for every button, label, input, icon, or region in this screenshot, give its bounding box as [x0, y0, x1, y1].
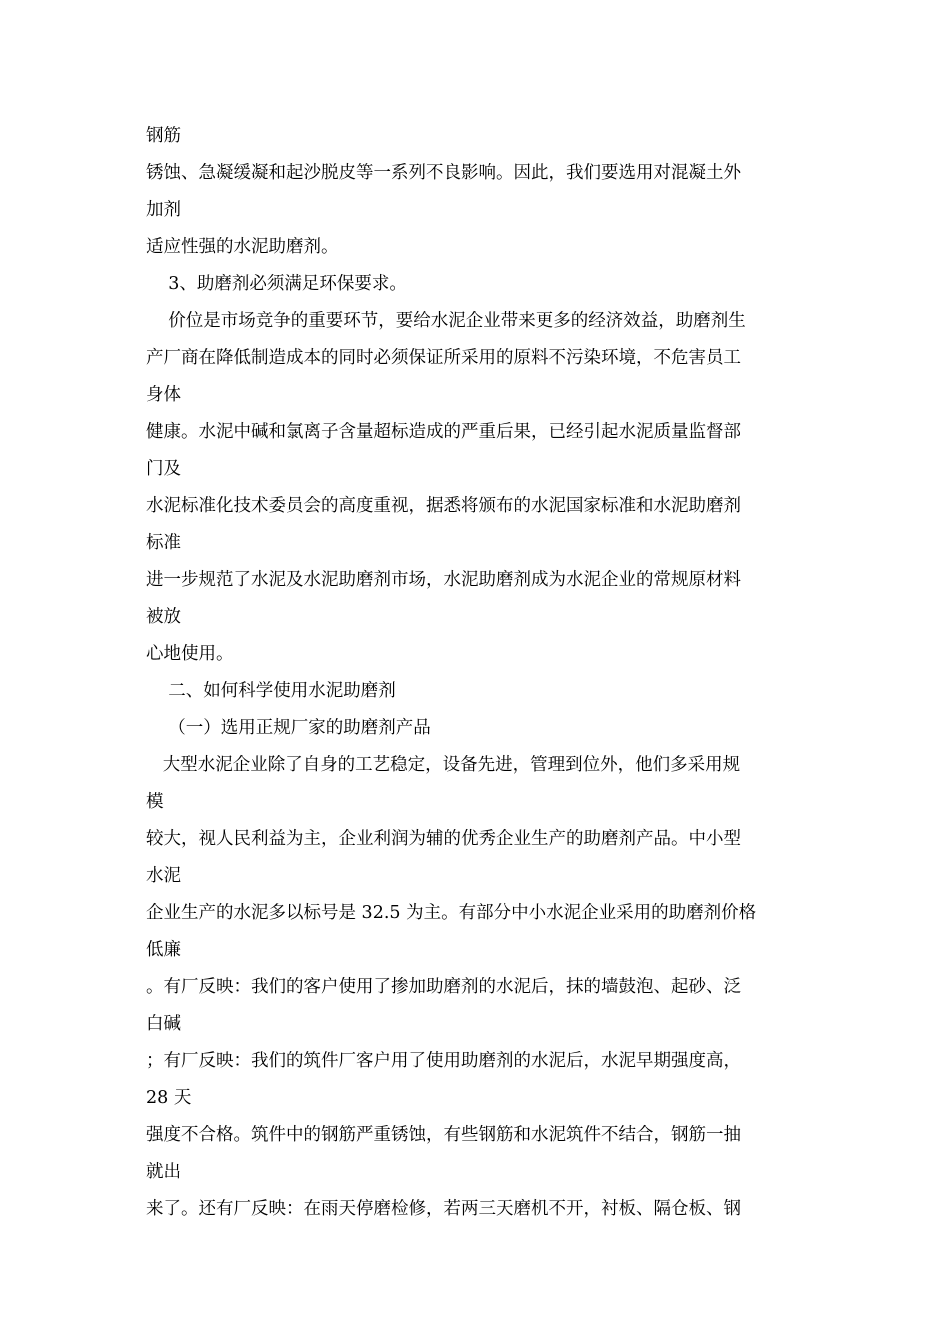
text-line: 水泥: [146, 866, 181, 886]
subsection-heading-line: （一）选用正规厂家的助磨剂产品: [146, 718, 431, 738]
text-line: 强度不合格。筑件中的钢筋严重锈蚀，有些钢筋和水泥筑件不结合，钢筋一抽: [146, 1125, 741, 1145]
text-line: 较大，视人民利益为主，企业利润为辅的优秀企业生产的助磨剂产品。中小型: [146, 829, 741, 849]
text-line: 标准: [146, 533, 181, 553]
text-line: 身体: [146, 385, 181, 405]
text-line: 钢筋: [146, 126, 181, 146]
text-line: 就出: [146, 1162, 181, 1182]
text-line: 模: [146, 792, 164, 812]
text-line: 来了。还有厂反映：在雨天停磨检修，若两三天磨机不开，衬板、隔仓板、钢: [146, 1199, 741, 1219]
text-line: 被放: [146, 607, 181, 627]
text-line: 价位是市场竞争的重要环节，要给水泥企业带来更多的经济效益，助磨剂生: [146, 311, 746, 331]
text-line: 心地使用。: [146, 644, 234, 664]
text-line: 产厂商在降低制造成本的同时必须保证所采用的原料不污染环境，不危害员工: [146, 348, 741, 368]
text-line: 。有厂反映：我们的客户使用了掺加助磨剂的水泥后，抹的墙鼓泡、起砂、泛: [146, 977, 741, 997]
body-text: [146, 118, 806, 1228]
text-line: 白碱: [146, 1014, 181, 1034]
text-line: 健康。水泥中碱和氯离子含量超标造成的严重后果，已经引起水泥质量监督部: [146, 422, 741, 442]
text-line: 水泥标准化技术委员会的高度重视，据悉将颁布的水泥国家标准和水泥助磨剂: [146, 496, 741, 516]
text-line: 门及: [146, 459, 181, 479]
text-line: 低廉: [146, 940, 181, 960]
text-line: 适应性强的水泥助磨剂。: [146, 237, 339, 257]
text-line: 加剂: [146, 200, 181, 220]
text-line: 企业生产的水泥多以标号是 32.5 为主。有部分中小水泥企业采用的助磨剂价格: [146, 903, 757, 923]
text-line: 进一步规范了水泥及水泥助磨剂市场，水泥助磨剂成为水泥企业的常规原材料: [146, 570, 741, 590]
text-line: 28 天: [146, 1088, 192, 1108]
section-heading-line: 二、如何科学使用水泥助磨剂: [146, 681, 396, 701]
text-line: 大型水泥企业除了自身的工艺稳定，设备先进，管理到位外，他们多采用规: [146, 755, 741, 775]
text-line: 锈蚀、急凝缓凝和起沙脱皮等一系列不良影响。因此，我们要选用对混凝土外: [146, 163, 741, 183]
section-heading-line: 3、助磨剂必须满足环保要求。: [146, 274, 407, 294]
text-line: ；有厂反映：我们的筑件厂客户用了使用助磨剂的水泥后，水泥早期强度高，: [146, 1051, 741, 1071]
